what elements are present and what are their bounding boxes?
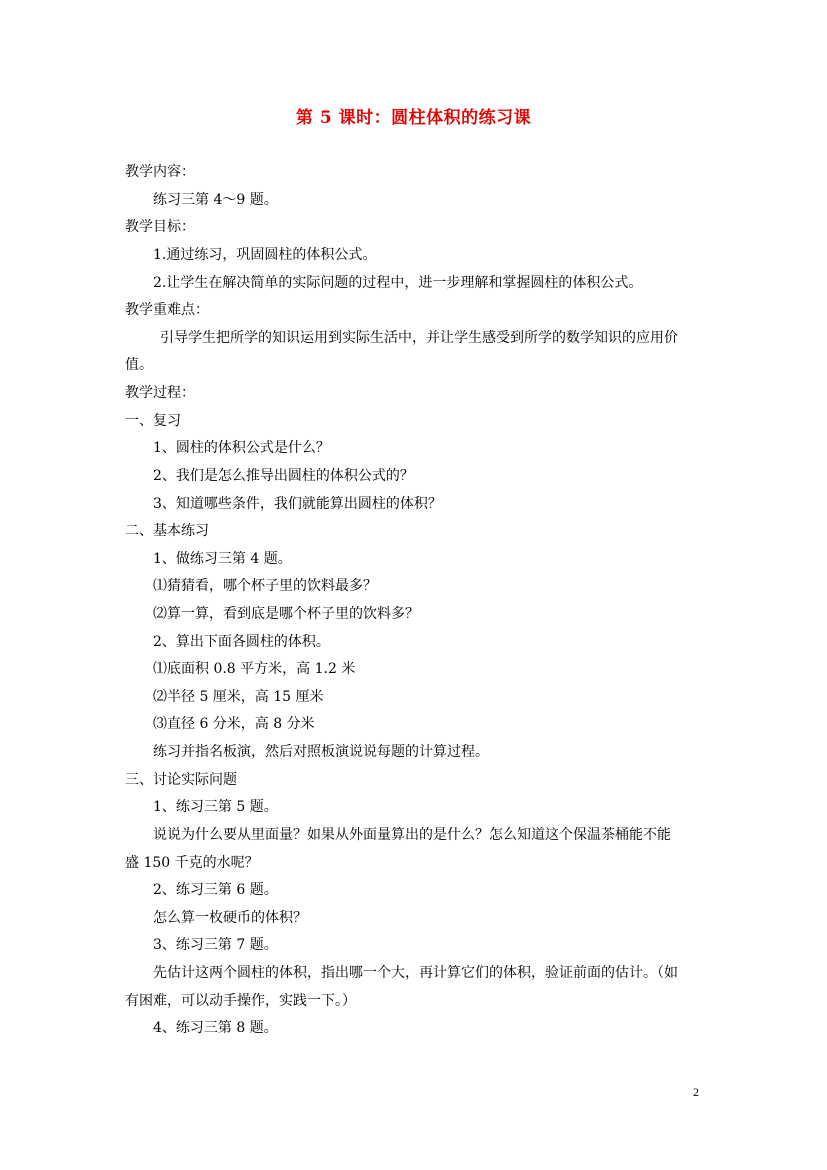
section-heading-basic-practice: 二、基本练习 — [125, 523, 209, 539]
discussion-item-3-text-line-2: 有困难，可以动手操作，实践一下。） — [125, 993, 356, 1009]
practice-subitem-2-3: ⑶直径 6 分米，高 8 分米 — [153, 716, 315, 732]
discussion-item-1-text-line-1: 说说为什么要从里面量？如果从外面量算出的是什么？怎么知道这个保温茶桶能不能 — [153, 827, 671, 843]
review-item-3: 3、知道哪些条件，我们就能算出圆柱的体积？ — [153, 496, 442, 512]
discussion-item-1-text-line-2: 盛 150 千克的水呢？ — [125, 855, 259, 871]
heading-teaching-content: 教学内容： — [125, 164, 195, 180]
paragraph-key-points-line-2: 值。 — [125, 357, 153, 373]
goal-item-2: 2.让学生在解决简单的实际问题的过程中，进一步理解和掌握圆柱的体积公式。 — [153, 275, 643, 291]
practice-subitem-2-1: ⑴底面积 0.8 平方米，高 1.2 米 — [153, 661, 356, 677]
discussion-item-2: 2、练习三第 6 题。 — [153, 882, 278, 898]
lesson-title: 第 5 课时：圆柱体积的练习课 — [295, 108, 532, 128]
goal-item-1: 1.通过练习，巩固圆柱的体积公式。 — [153, 247, 377, 263]
paragraph-key-points-line-1: 引导学生把所学的知识运用到实际生活中，并让学生感受到所学的数学知识的应用价 — [160, 330, 678, 346]
section-heading-discussion: 三、讨论实际问题 — [125, 772, 237, 788]
discussion-item-4: 4、练习三第 8 题。 — [153, 1020, 278, 1036]
section-heading-review: 一、复习 — [125, 413, 181, 429]
discussion-item-3: 3、练习三第 7 题。 — [153, 937, 278, 953]
practice-item-2: 2、算出下面各圆柱的体积。 — [153, 634, 330, 650]
review-item-2: 2、我们是怎么推导出圆柱的体积公式的？ — [153, 468, 414, 484]
discussion-item-3-text-line-1: 先估计这两个圆柱的体积，指出哪一个大，再计算它们的体积，验证前面的估计。（如 — [153, 965, 678, 981]
heading-teaching-process: 教学过程： — [125, 385, 195, 401]
discussion-item-1: 1、练习三第 5 题。 — [153, 799, 278, 815]
practice-note: 练习并指名板演，然后对照板演说说每题的计算过程。 — [153, 744, 489, 760]
practice-item-1: 1、做练习三第 4 题。 — [153, 551, 292, 567]
paragraph-exercise-range: 练习三第 4～9 题。 — [153, 192, 278, 208]
page-number: 2 — [693, 1085, 699, 1099]
discussion-item-2-text: 怎么算一枚硬币的体积？ — [153, 910, 307, 926]
practice-subitem-2-2: ⑵半径 5 厘米，高 15 厘米 — [153, 689, 324, 705]
practice-subitem-1-2: ⑵算一算，看到底是哪个杯子里的饮料多？ — [153, 606, 419, 622]
review-item-1: 1、圆柱的体积公式是什么？ — [153, 440, 330, 456]
heading-teaching-goals: 教学目标： — [125, 219, 195, 235]
practice-subitem-1-1: ⑴猜猜看，哪个杯子里的饮料最多？ — [153, 578, 377, 594]
heading-key-points: 教学重难点： — [125, 302, 209, 318]
